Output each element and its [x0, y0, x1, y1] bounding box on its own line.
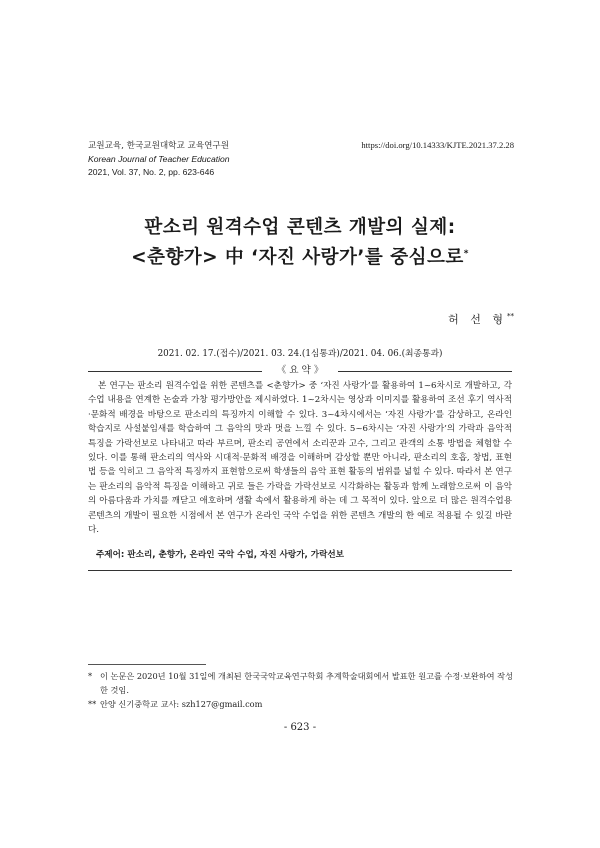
- footnote-2-text: 안양 신기중학교 교사: szh127@gmail.com: [100, 698, 263, 709]
- footnote-2: [88, 698, 518, 712]
- keywords-text: 판소리, 춘향가, 온라인 국악 수업, 자진 사랑가, 가락선보: [127, 550, 344, 560]
- abstract-rule-right: [338, 371, 512, 372]
- title-line-2: [0, 243, 600, 269]
- abstract-heading-label: 《 요 약 》: [276, 365, 324, 376]
- footnotes: [88, 670, 518, 711]
- author-name: 허 선 형: [448, 313, 507, 326]
- volume-info: 2021, Vol. 37, No. 2, pp. 623-646: [88, 167, 215, 178]
- footnote-separator: [88, 664, 206, 665]
- abstract-text: 본 연구는 판소리 원격수업을 위한 콘텐츠를 <춘향가> 중 ‘자진 사랑가’를 활용하여 1~6차시로 개발하고, 각 수업 내용을 연계한 논술과 가창 평가방안을 제시하였다. 1~2차시는 영상과 이미지를 활용하여 조선 후기 역사적·문화적 배경을 바탕으로 판소리의 특징까지 이해할 수 있다. 3~4차시에서는 ‘자진 사랑가’를 감상하고, 온라인 학습지로 사설붙임새를 학습하여 그 음악의 맛과 멋을 느낄 수 있다. 5~6차시는 ‘자진 사랑가’의 가락과 음악적 특징을 가락선보로 나타내고 따라 부르며, 판소리 공연에서 소리꾼과 고수, 그리고 관객의 소통 방법을 체험할 수 있다. 이를 통해 판소리의 역사와 시대적·문화적 배경을 이해하며 감상할 뿐만 아니라, 판소리의 호흡, 창법, 표현법 등을 익히고 그 음악적 특징까지 표현함으로써 학생들의 음악 표현 활동의 범위를 넓힐 수 있다. 따라서 본 연구는 판소리의 음악적 특징을 이해하고 귀로 들은 가락을 가락선보로 시각화하는 활동과 함께 노래함으로써 이 음악의 아름다움과 가치를 깨닫고 애호하며 생활 속에서 활용하게 하는 데 그 목적이 있다. 앞으로 더 많은 원격수업용 콘텐츠의 개발이 필요한 시점에서 본 연구가 온라인 국악 수업을 위한 콘텐츠 개발의 한 예로 적용될 수 있길 바란다.: [88, 381, 512, 536]
- abstract-bottom-rule: [88, 570, 512, 571]
- title-footnote-mark: *: [463, 248, 469, 259]
- doi-link[interactable]: https://doi.org/10.14333/KJTE.2021.37.2.28: [361, 140, 514, 150]
- submission-dates: 2021. 02. 17.(접수)/2021. 03. 24.(1심통과)/2021. 04. 06.(최종통과): [157, 349, 443, 359]
- title-line-1-text: 판소리 원격수업 콘텐츠 개발의 실제:: [144, 217, 456, 238]
- footnote-2-mark: **: [88, 698, 97, 709]
- journal-header: [88, 140, 230, 180]
- keywords: [96, 548, 344, 560]
- page-number: - 623 -: [283, 722, 317, 733]
- footnote-1-mark: *: [88, 671, 93, 681]
- author: [448, 311, 514, 327]
- journal-name-en: Korean Journal of Teacher Education: [88, 154, 230, 165]
- institution: 교원교육, 한국교원대학교 교육연구원: [88, 141, 230, 151]
- footnote-1: [88, 670, 518, 698]
- title-line-2-text: <춘향가> 中 ‘자진 사랑가’를 중심으로: [131, 247, 464, 268]
- footnote-1-text: 이 논문은 2020년 10월 31일에 개최된 한국국악교육연구학회 추계학술대회에서 발표한 원고를 수정·보완하여 작성한 것임.: [100, 671, 513, 695]
- author-footnote-mark: **: [507, 312, 514, 321]
- keywords-label: 주제어:: [96, 550, 125, 560]
- title-line-1: [0, 213, 600, 239]
- abstract-heading: [88, 364, 512, 378]
